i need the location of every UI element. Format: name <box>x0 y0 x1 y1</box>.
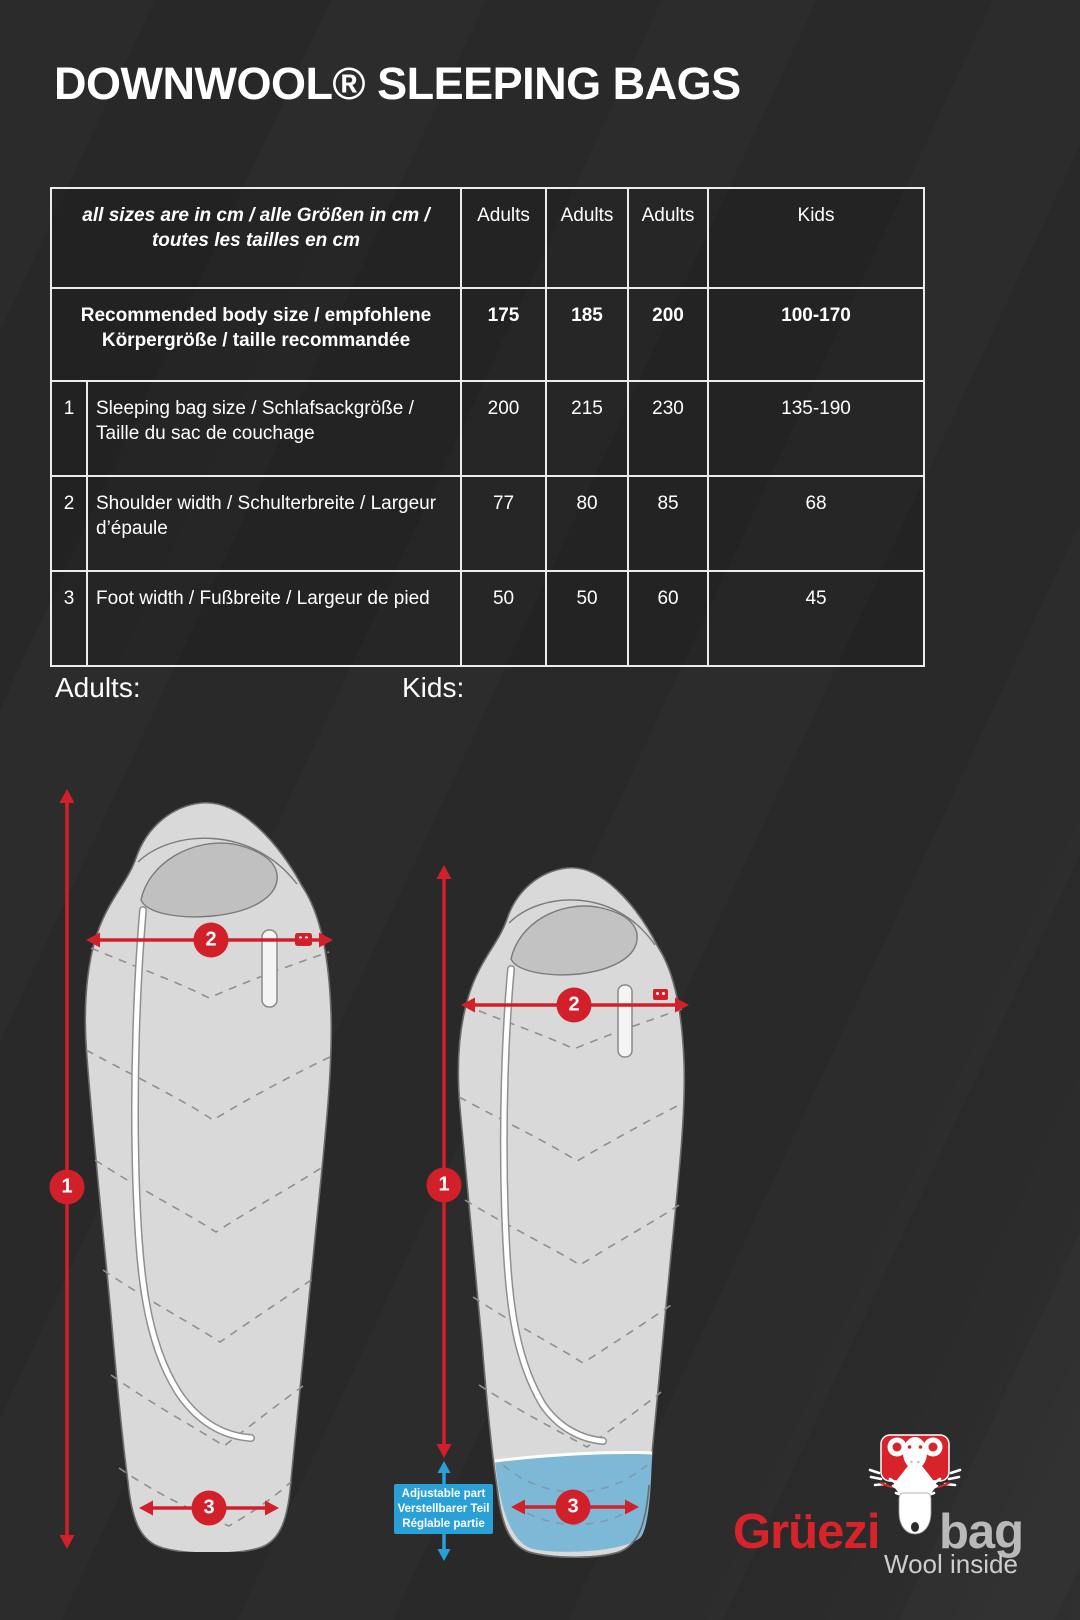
table-row-recommended <box>51 288 924 381</box>
col-header-adults-1: Adults <box>461 188 546 288</box>
chest-pocket <box>262 930 277 1007</box>
cell-value: 135-190 <box>708 381 924 476</box>
cell-value: 85 <box>628 476 708 571</box>
chest-pocket <box>618 985 632 1057</box>
cell-value: 215 <box>546 381 628 476</box>
row-number: 2 <box>51 476 87 571</box>
cell-value: 175 <box>461 288 546 381</box>
row-label: Shoulder width / Schulterbreite / Largeur d’épaule <box>87 476 461 571</box>
brand-zipper-sheep-icon <box>865 1427 965 1549</box>
col-header-adults-3: Adults <box>628 188 708 288</box>
table-row-foot-width <box>51 571 924 666</box>
cell-value: 200 <box>461 381 546 476</box>
brand-name-primary: Grüezi <box>733 1505 880 1559</box>
cell-value: 50 <box>546 571 628 666</box>
cell-value: 80 <box>546 476 628 571</box>
row-label: Foot width / Fußbreite / Largeur de pied <box>87 571 461 666</box>
table-row-shoulder-width <box>51 476 924 571</box>
kids-sleeping-bag-illustration <box>455 865 693 1562</box>
cell-value: 45 <box>708 571 924 666</box>
page-title: DOWNWOOL® SLEEPING BAGS <box>54 58 741 109</box>
pull-hole <box>911 1522 919 1532</box>
kids-section-label: Kids: <box>402 672 465 703</box>
row-number: 1 <box>51 381 87 476</box>
col-header-kids: Kids <box>708 188 924 288</box>
unit-note-cell: all sizes are in cm / alle Größen in cm / toutes les tailles en cm <box>51 188 461 288</box>
adults-length-badge: 1 <box>50 1170 85 1205</box>
size-table <box>50 187 925 667</box>
adults-foot-badge: 3 <box>192 1491 227 1526</box>
cell-value: 50 <box>461 571 546 666</box>
row-label: Sleeping bag size / Schlafsackgröße / Taille du sac de couchage <box>87 381 461 476</box>
cell-value: 100-170 <box>708 288 924 381</box>
cell-value: 68 <box>708 476 924 571</box>
table-header-row <box>51 188 924 288</box>
adjustable-line-en: Adjustable part <box>401 1487 486 1500</box>
cell-value: 185 <box>546 288 628 381</box>
brand-name-secondary: bag <box>939 1505 1024 1559</box>
adults-shoulder-badge: 2 <box>194 923 229 958</box>
brand-mini-logo <box>653 989 668 1000</box>
adults-section-label: Adults: <box>55 672 141 703</box>
row-label: Recommended body size / empfohlene Körpergröße / taille recommandée <box>51 288 461 381</box>
table-row-bag-size <box>51 381 924 476</box>
kids-foot-badge: 3 <box>556 1490 591 1525</box>
kids-length-arrow <box>437 865 452 1458</box>
kids-length-badge: 1 <box>427 1168 462 1203</box>
col-header-adults-2: Adults <box>546 188 628 288</box>
row-number: 3 <box>51 571 87 666</box>
cell-value: 60 <box>628 571 708 666</box>
adjustable-part-label <box>394 1484 493 1534</box>
adjustable-line-de: Verstellbarer Teil <box>397 1502 490 1515</box>
adjustable-line-fr: Réglable partie <box>402 1517 485 1530</box>
cell-value: 230 <box>628 381 708 476</box>
cell-value: 77 <box>461 476 546 571</box>
brand-tagline: Wool inside <box>884 1549 1018 1579</box>
brand-mini-logo <box>295 933 312 946</box>
cell-value: 200 <box>628 288 708 381</box>
sheep-head <box>903 1437 927 1469</box>
adults-sleeping-bag-illustration <box>83 800 335 1552</box>
kids-shoulder-badge: 2 <box>557 988 592 1023</box>
